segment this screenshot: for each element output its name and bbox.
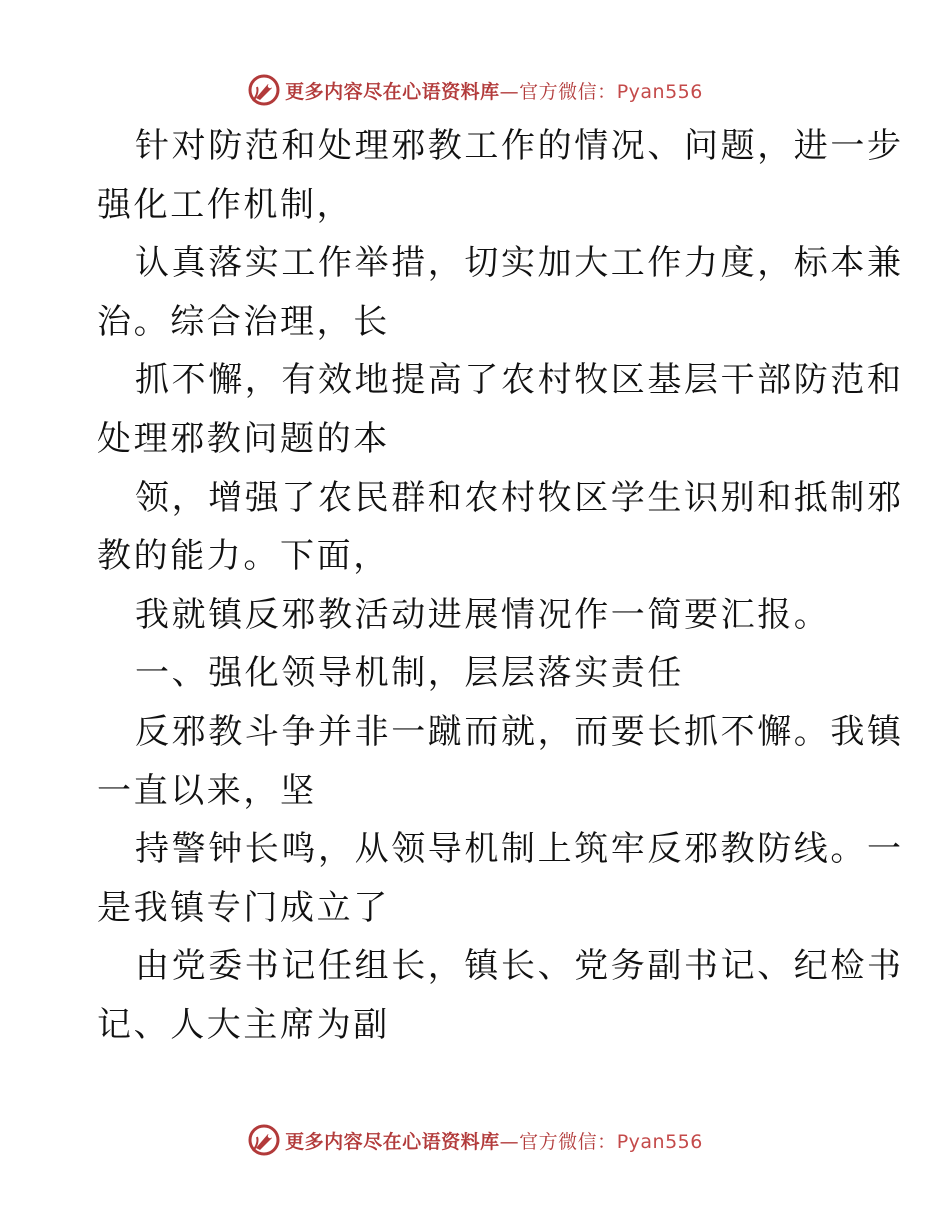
body-line: 是我镇专门成立了 — [97, 887, 390, 928]
body-line: 我就镇反邪教活动进展情况作一简要汇报。 — [135, 594, 831, 635]
body-line: 反邪教斗争并非一蹴而就，而要长抓不懈。我镇 — [135, 711, 904, 752]
body-line: 强化工作机制， — [97, 184, 354, 225]
body-line: 认真落实工作举措，切实加大工作力度，标本兼 — [135, 243, 904, 284]
watermark-separator: — — [499, 80, 520, 103]
watermark-footer — [0, 1120, 950, 1160]
watermark-official-label: 官方微信： — [519, 80, 617, 103]
watermark-text-cn: 更多内容尽在心语资料库 — [285, 80, 500, 103]
section-heading: 一、强化领导机制，层层落实责任 — [135, 653, 684, 694]
pen-nib-logo-icon — [247, 1123, 281, 1157]
document-body — [97, 117, 904, 1055]
pen-nib-logo-icon — [247, 73, 281, 107]
body-line: 处理邪教问题的本 — [97, 418, 390, 459]
body-line: 持警钟长鸣，从领导机制上筑牢反邪教防线。一 — [135, 829, 904, 870]
watermark-official-label: 官方微信： — [519, 1130, 617, 1153]
watermark-header — [0, 70, 950, 110]
body-line: 由党委书记任组长，镇长、党务副书记、纪检书 — [135, 946, 904, 987]
watermark-text — [285, 77, 703, 104]
body-line: 针对防范和处理邪教工作的情况、问题，进一步 — [135, 126, 904, 166]
watermark-separator: — — [499, 1130, 520, 1153]
body-line: 治。综合治理，长 — [97, 301, 390, 342]
body-line: 教的能力。下面， — [97, 536, 390, 577]
body-line: 一直以来，坚 — [97, 770, 317, 811]
watermark-text-cn: 更多内容尽在心语资料库 — [285, 1130, 500, 1153]
watermark-handle: Pyan556 — [616, 80, 703, 103]
body-line: 领，增强了农民群和农村牧区学生识别和抵制邪 — [135, 477, 904, 518]
watermark-handle: Pyan556 — [616, 1130, 703, 1153]
watermark-text — [285, 1127, 703, 1154]
body-line: 抓不懈，有效地提高了农村牧区基层干部防范和 — [135, 360, 904, 401]
body-line: 记、人大主席为副 — [97, 1004, 390, 1045]
